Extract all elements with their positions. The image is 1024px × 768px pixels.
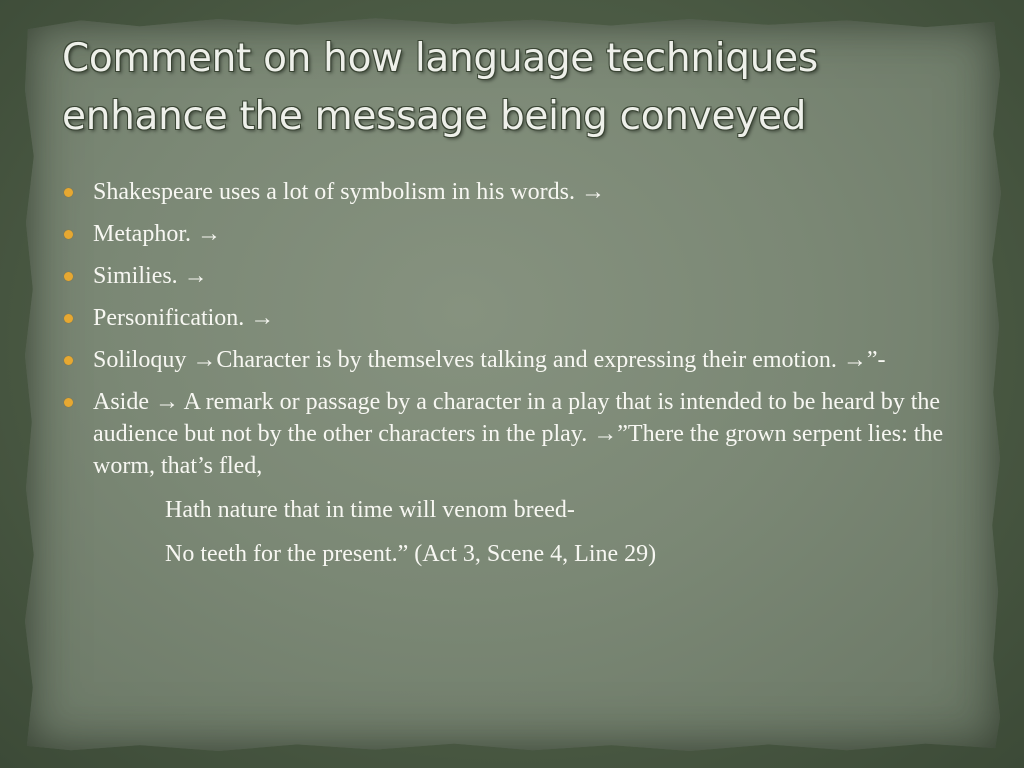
bullet-text: Metaphor. →	[93, 221, 221, 247]
bullet-icon	[64, 314, 73, 323]
bullet-text: Soliloquy →Character is by themselves talking and expressing their emotion. →”-	[93, 347, 886, 373]
bullet-item-metaphor	[62, 218, 972, 250]
bullet-icon	[64, 188, 73, 197]
quote-line-2: No teeth for the present.” (Act 3, Scene 4, Line 29)	[165, 541, 657, 567]
bullet-icon	[64, 230, 73, 239]
bullet-text: Personification. →	[93, 305, 275, 331]
bullet-item-aside	[62, 386, 972, 570]
bullet-list	[62, 176, 972, 570]
bullet-item-personification	[62, 302, 972, 334]
bullet-text: Aside → A remark or passage by a character in a play that is intended to be heard by the audience but not by the other characters in the play. →”There the grown serpent lies: the worm, that’s fled,	[93, 389, 944, 479]
bullet-icon	[64, 356, 73, 365]
bullet-icon	[64, 398, 73, 407]
bullet-text: Shakespeare uses a lot of symbolism in his words. →	[93, 179, 605, 205]
bullet-text: Similies. →	[93, 263, 208, 289]
slide-body	[62, 176, 972, 580]
bullet-item-similies	[62, 260, 972, 292]
bullet-item-symbolism	[62, 176, 972, 208]
slide-title: Comment on how language techniques enhance the message being conveyed	[62, 36, 818, 139]
bullet-item-soliloquy	[62, 344, 972, 376]
bullet-icon	[64, 272, 73, 281]
quote-line-1: Hath nature that in time will venom breed-	[165, 497, 575, 523]
